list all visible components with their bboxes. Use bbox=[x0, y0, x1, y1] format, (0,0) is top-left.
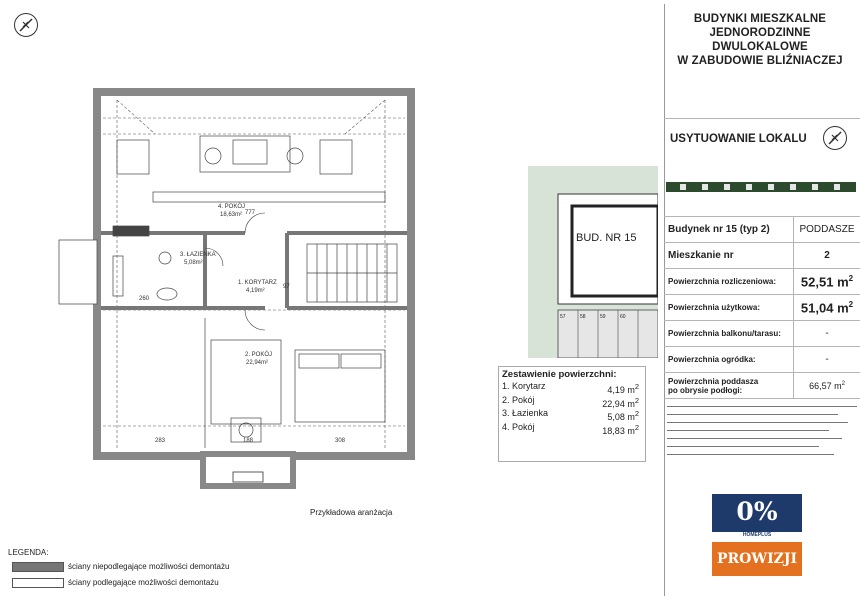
floor-plan bbox=[55, 88, 475, 498]
prowizji-badge: PROWIZJI bbox=[712, 542, 802, 576]
homeplus-logo: HOMEPLUS bbox=[712, 532, 802, 541]
legend-swatch-removable bbox=[12, 578, 64, 588]
legend-swatch-fixed bbox=[12, 562, 64, 572]
location-label: USYTUOWANIE LOKALU bbox=[670, 133, 807, 145]
document-title bbox=[664, 12, 856, 68]
balcony-label: Powierzchnia balkonu/tarasu: bbox=[664, 321, 794, 347]
room-2-area: 22,94m² bbox=[246, 360, 269, 366]
area-usable-value: 51,04 m bbox=[800, 300, 849, 316]
room-2-name: 2. POKÓJ bbox=[245, 352, 273, 358]
legend-title: LEGENDA: bbox=[8, 548, 49, 557]
summary-row-area: 22,94 m bbox=[602, 398, 635, 409]
title-line: DWULOKALOWE bbox=[712, 41, 808, 53]
dim-188: 188 bbox=[243, 438, 254, 444]
dim-260: 260 bbox=[139, 296, 150, 302]
room-1-area: 4,19m² bbox=[246, 288, 265, 294]
parking-59: 59 bbox=[600, 314, 606, 320]
site-building-label: BUD. NR 15 bbox=[576, 232, 637, 244]
notes-block bbox=[667, 402, 857, 478]
legend-item-fixed: ściany niepodlegające możliwości demontażu bbox=[68, 562, 230, 571]
dim-777: 777 bbox=[245, 210, 256, 216]
apartment-value: 2 bbox=[794, 243, 860, 269]
attic-value: 66,57 m bbox=[809, 380, 842, 391]
summary-header: Zestawienie powierzchni: bbox=[502, 369, 617, 380]
summary-row-area: 4,19 m bbox=[607, 385, 635, 395]
garden-label: Powierzchnia ogródka: bbox=[664, 347, 794, 373]
room-4-area: 18,63m² bbox=[220, 212, 243, 218]
building-label: Budynek nr 15 (typ 2) bbox=[664, 217, 794, 243]
balcony-value: - bbox=[794, 321, 860, 347]
summary-row-name: 2. Pokój bbox=[502, 394, 535, 405]
attic-label: po obrysie podłogi: bbox=[668, 385, 743, 395]
garden-value: - bbox=[794, 347, 860, 373]
summary-row-area: 18,83 m bbox=[602, 425, 635, 436]
summary-row-name: 1. Korytarz bbox=[502, 381, 546, 391]
room-1-name: 1. KORYTARZ bbox=[238, 280, 277, 286]
room-3-name: 3. ŁAZIENKA bbox=[180, 252, 216, 258]
summary-row-area: 5,08 m bbox=[607, 412, 635, 422]
summary-row-name: 4. Pokój bbox=[502, 421, 535, 432]
legend-item-removable: ściany podlegające możliwości demontażu bbox=[68, 578, 219, 587]
apartment-label: Mieszkanie nr bbox=[664, 243, 794, 269]
summary-row-name: 3. Łazienka bbox=[502, 408, 549, 418]
area-calc-value: 52,51 m bbox=[800, 274, 849, 290]
apartment-info-table: Budynek nr 15 (typ 2) PODDASZE Mieszkanie nr 2 Powierzchnia rozliczeniowa: 52,51 $m^2$ Powierzchnia użytkowa: 51,04 $m^2$ Powierzchnia balkonu/tarasu: - Powierzchnia ogródka: - Powierzchnia poddasza po obrysie podłogi: 66,57 $m^2$ bbox=[664, 216, 860, 398]
location-strip bbox=[666, 182, 856, 192]
floor-value: PODDASZE bbox=[794, 217, 860, 243]
area-calc-label: Powierzchnia rozliczeniowa: bbox=[664, 269, 794, 295]
site-plan bbox=[528, 166, 658, 358]
arrangement-caption: Przykładowa aranżacja bbox=[310, 508, 393, 517]
parking-57: 57 bbox=[560, 314, 566, 320]
title-line: JEDNORODZINNE bbox=[709, 27, 811, 39]
area-usable-label: Powierzchnia użytkowa: bbox=[664, 295, 794, 321]
title-line: W ZABUDOWIE BLIŹNIACZEJ bbox=[677, 55, 843, 67]
zero-percent-badge: 0% bbox=[712, 494, 802, 532]
room-3-area: 5,08m² bbox=[184, 260, 203, 266]
dim-308: 308 bbox=[335, 438, 346, 444]
area-summary: Zestawienie powierzchni: 1. Korytarz 4,19 $m^2$ 2. Pokój 22,94 $m^2$ 3. Łazienka 5,08 $m^2$ 4. Pokój 18,83 $m^2$ bbox=[498, 366, 646, 462]
title-line: BUDYNKI MIESZKALNE bbox=[693, 13, 827, 25]
north-arrow-icon bbox=[14, 13, 38, 37]
parking-58: 58 bbox=[580, 314, 586, 320]
parking-60: 60 bbox=[620, 314, 626, 320]
dim-283: 283 bbox=[155, 438, 166, 444]
dim-97: 97 bbox=[283, 284, 290, 290]
attic-label: Powierzchnia poddasza bbox=[668, 376, 759, 386]
room-4-name: 4. POKÓJ bbox=[218, 204, 246, 210]
